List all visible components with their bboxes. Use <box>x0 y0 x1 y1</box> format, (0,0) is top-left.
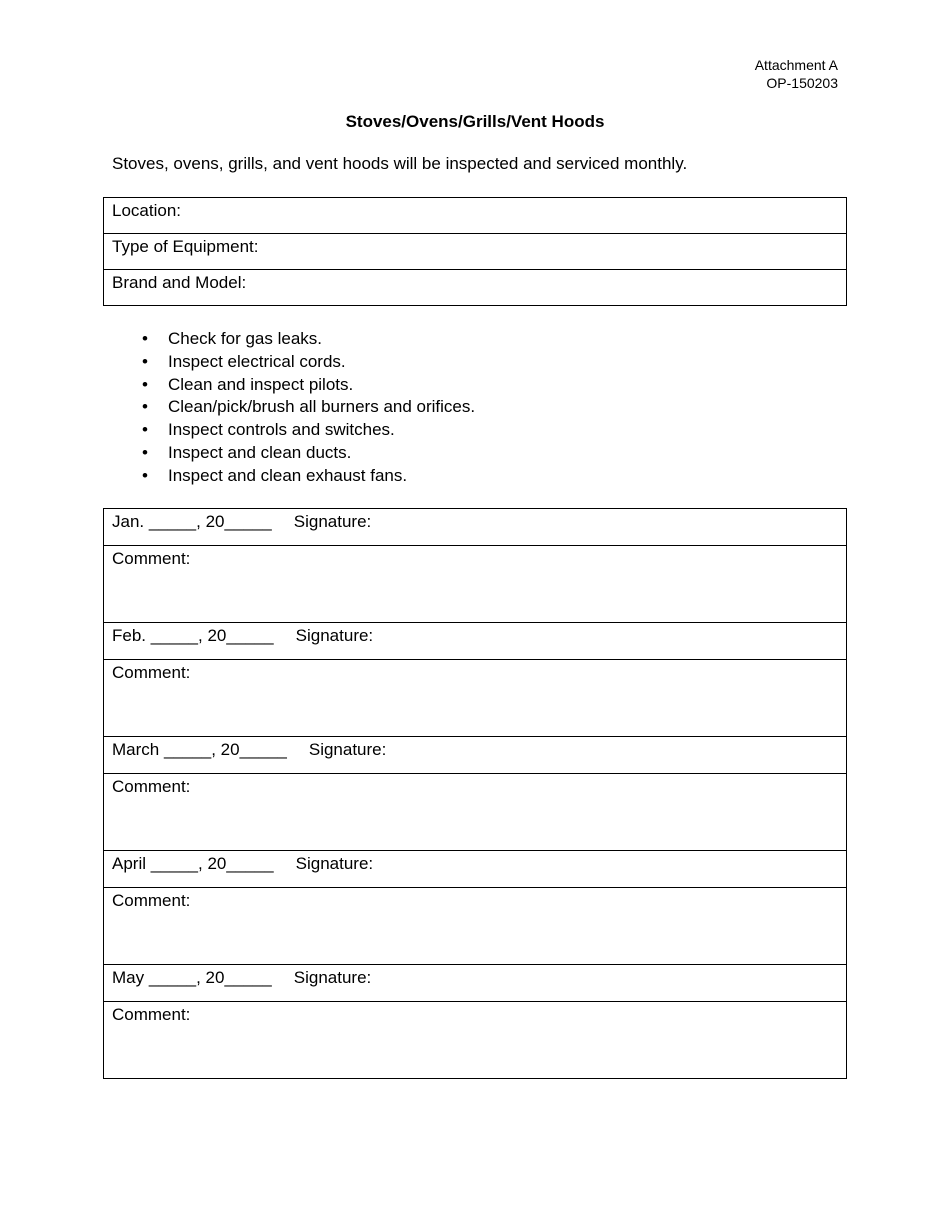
bullet-icon: • <box>142 420 148 440</box>
date-field[interactable]: May _____, 20_____ <box>112 968 272 987</box>
equipment-type-field[interactable]: Type of Equipment: <box>104 233 846 269</box>
list-item-text: Inspect controls and switches. <box>168 420 395 440</box>
comment-field[interactable]: Comment: <box>104 659 846 736</box>
date-row-feb <box>104 622 846 659</box>
date-field[interactable]: April _____, 20_____ <box>112 854 274 873</box>
date-row-may <box>104 964 846 1001</box>
list-item <box>140 328 475 351</box>
date-field[interactable]: Jan. _____, 20_____ <box>112 512 272 531</box>
list-item <box>140 351 475 374</box>
signature-field[interactable]: Signature: <box>295 626 374 645</box>
list-item <box>140 465 475 488</box>
comment-field[interactable]: Comment: <box>104 545 846 622</box>
date-row-march <box>104 736 846 773</box>
bullet-icon: • <box>142 351 148 371</box>
list-item-text: Check for gas leaks. <box>168 329 323 348</box>
intro-text: Stoves, ovens, grills, and vent hoods will be inspected and serviced monthly. <box>112 154 688 173</box>
signature-field[interactable]: Signature: <box>293 512 372 531</box>
list-item-text: Inspect electrical cords. <box>168 351 346 371</box>
document-header <box>755 56 838 92</box>
attachment-label: Attachment A <box>754 57 838 73</box>
comment-field[interactable]: Comment: <box>104 887 846 964</box>
document-number: OP-150203 <box>766 75 838 91</box>
list-item <box>140 442 475 465</box>
bullet-icon: • <box>142 397 148 417</box>
equipment-info-table <box>103 197 847 306</box>
list-item <box>140 419 475 442</box>
location-field[interactable]: Location: <box>112 201 181 220</box>
comment-field[interactable]: Comment: <box>104 1001 846 1078</box>
monthly-log-table <box>103 508 847 1079</box>
list-item-text: Inspect and clean ducts. <box>168 442 352 462</box>
inspection-checklist <box>140 328 475 488</box>
date-row-april <box>104 850 846 887</box>
page-title: Stoves/Ovens/Grills/Vent Hoods <box>345 112 605 131</box>
date-field[interactable]: Feb. _____, 20_____ <box>112 626 274 645</box>
bullet-icon: • <box>142 374 148 394</box>
date-row-jan <box>104 509 846 545</box>
comment-field[interactable]: Comment: <box>104 773 846 850</box>
signature-field[interactable]: Signature: <box>293 968 372 987</box>
list-item-text: Clean/pick/brush all burners and orifices. <box>168 397 476 417</box>
bullet-icon: • <box>142 465 148 485</box>
list-item-text: Clean and inspect pilots. <box>168 374 354 394</box>
brand-model-field[interactable]: Brand and Model: <box>104 269 846 305</box>
list-item <box>140 396 475 419</box>
signature-field[interactable]: Signature: <box>308 740 387 759</box>
list-item <box>140 374 475 397</box>
list-item-text: Inspect and clean exhaust fans. <box>168 465 408 485</box>
date-field[interactable]: March _____, 20_____ <box>112 740 287 759</box>
signature-field[interactable]: Signature: <box>295 854 374 873</box>
bullet-icon: • <box>142 329 148 348</box>
bullet-icon: • <box>142 442 148 462</box>
